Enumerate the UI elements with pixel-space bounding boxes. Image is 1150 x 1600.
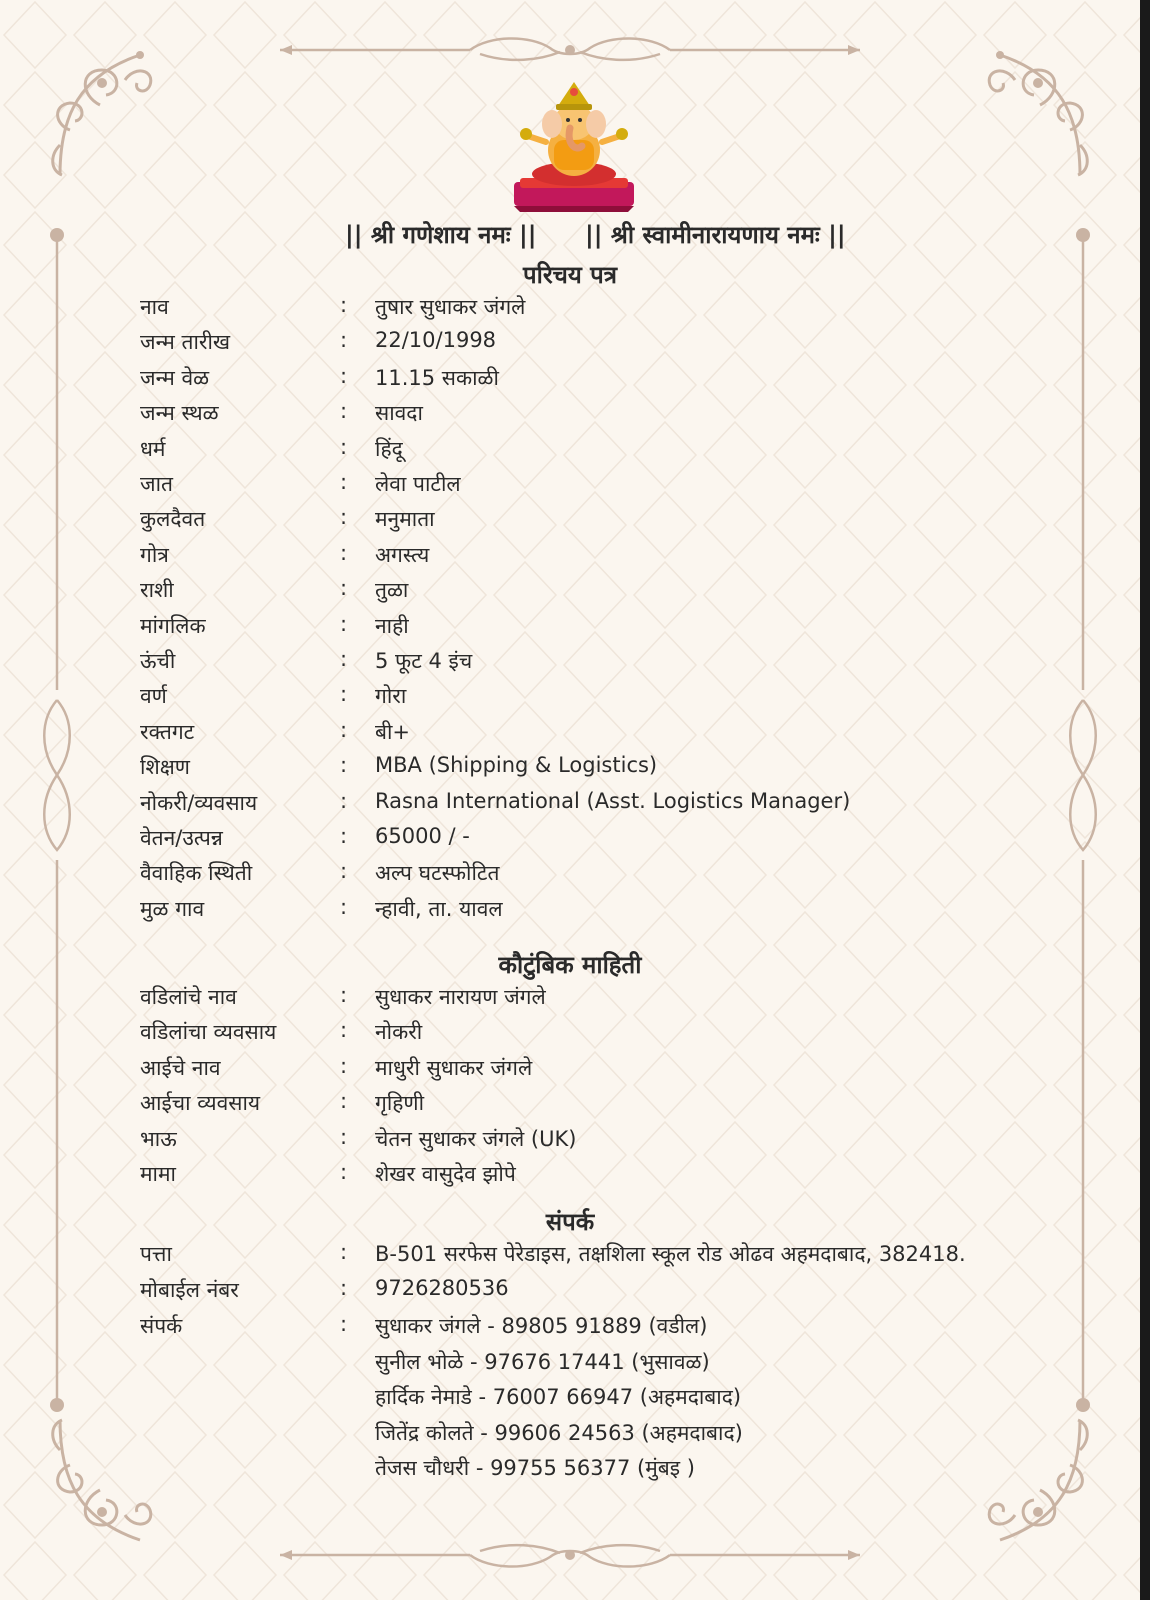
- corner-ornament-bottom-right: [980, 1410, 1100, 1560]
- detail-value: हिंदू: [375, 436, 403, 461]
- detail-label: मोबाईल नंबर: [140, 1278, 239, 1302]
- detail-value: सुधाकर जंगले - 89805 91889 (वडील): [375, 1314, 708, 1338]
- detail-label: शिक्षण: [140, 755, 190, 780]
- detail-label: वैवाहिक स्थिती: [140, 861, 253, 886]
- detail-label: आईचा व्यवसाय: [140, 1091, 261, 1116]
- detail-value: माधुरी सुधाकर जंगले: [375, 1055, 533, 1080]
- contact-line: हार्दिक नेमाडे - 76007 66947 (अहमदाबाद): [375, 1385, 742, 1410]
- detail-label: जन्म वेळ: [140, 365, 210, 390]
- detail-value: 65000 / -: [375, 824, 470, 848]
- corner-ornament-top-right: [980, 35, 1100, 185]
- detail-label: रक्तगट: [140, 719, 195, 744]
- detail-label: पत्ता: [140, 1242, 172, 1266]
- detail-value: गृहिणी: [375, 1091, 425, 1116]
- detail-separator: :: [340, 434, 348, 459]
- left-border-line: [40, 220, 80, 1420]
- detail-label: वेतन/उत्पन्न: [140, 826, 223, 850]
- detail-label: मांगलिक: [140, 613, 206, 638]
- detail-value: सुधाकर नारायण जंगले: [375, 985, 546, 1009]
- detail-value: 22/10/1998: [375, 328, 497, 353]
- detail-separator: :: [340, 788, 348, 813]
- contact-line: सुनील भोळे - 97676 17441 (भुसावळ): [375, 1350, 710, 1374]
- corner-ornament-bottom-left: [40, 1410, 160, 1560]
- detail-separator: :: [340, 1276, 348, 1300]
- detail-label: आईचे नाव: [140, 1055, 221, 1080]
- detail-separator: :: [340, 576, 348, 601]
- detail-separator: :: [340, 328, 348, 353]
- detail-separator: :: [340, 470, 348, 494]
- detail-value: बी+: [375, 719, 411, 744]
- detail-value: नोकरी: [375, 1020, 423, 1045]
- detail-separator: :: [340, 824, 348, 848]
- detail-separator: :: [340, 611, 348, 636]
- detail-label: मामा: [140, 1162, 176, 1186]
- detail-label: गोत्र: [140, 542, 169, 567]
- corner-ornament-top-left: [40, 35, 160, 185]
- detail-separator: :: [340, 1124, 348, 1149]
- detail-label: जन्म तारीख: [140, 330, 231, 355]
- detail-label: कुलदैवत: [140, 507, 206, 532]
- bottom-flourish: [280, 1535, 860, 1575]
- detail-separator: :: [340, 1089, 348, 1114]
- detail-separator: :: [340, 505, 348, 530]
- detail-label: मुळ गाव: [140, 896, 205, 921]
- detail-separator: :: [340, 753, 348, 778]
- detail-value: मनुमाता: [375, 507, 435, 532]
- detail-value: शेखर वासुदेव झोपे: [375, 1162, 516, 1186]
- contact-line: जितेंद्र कोलते - 99606 24563 (अहमदाबाद): [375, 1420, 743, 1445]
- detail-label: राशी: [140, 578, 174, 603]
- detail-label: जन्म स्थळ: [140, 401, 219, 426]
- detail-value: Rasna International (Asst. Logistics Manager): [375, 788, 851, 813]
- detail-separator: :: [340, 1240, 348, 1264]
- detail-label: भाऊ: [140, 1126, 177, 1151]
- detail-label: धर्म: [140, 436, 166, 461]
- detail-label: नोकरी/व्यवसाय: [140, 790, 258, 815]
- detail-value: गोरा: [375, 684, 407, 709]
- detail-value: 11.15 सकाळी: [375, 365, 499, 390]
- detail-separator: :: [340, 682, 348, 707]
- detail-value: न्हावी, ता. यावल: [375, 896, 503, 921]
- detail-separator: :: [340, 1018, 348, 1043]
- contact-line: तेजस चौधरी - 99755 56377 (मुंबइ ): [375, 1456, 695, 1481]
- top-flourish: [280, 30, 860, 70]
- detail-separator: :: [340, 859, 348, 884]
- detail-label: नाव: [140, 295, 169, 319]
- detail-value: अगस्त्य: [375, 542, 430, 567]
- detail-separator: :: [340, 1053, 348, 1078]
- mantra-swaminarayanaya: || श्री स्वामीनारायणाय नमः ||: [585, 221, 846, 249]
- detail-label: संपर्क: [140, 1314, 183, 1338]
- detail-separator: :: [340, 363, 348, 388]
- detail-separator: :: [340, 399, 348, 424]
- detail-value: 5 फूट 4 इंच: [375, 649, 473, 673]
- detail-label: ऊंची: [140, 649, 176, 673]
- detail-value: लेवा पाटील: [375, 472, 461, 496]
- detail-value: चेतन सुधाकर जंगले (UK): [375, 1126, 577, 1151]
- detail-separator: :: [340, 894, 348, 919]
- detail-separator: :: [340, 647, 348, 671]
- mantra-ganeshaya: || श्री गणेशाय नमः ||: [345, 221, 537, 249]
- detail-label: वडिलांचे नाव: [140, 985, 237, 1009]
- detail-value: B-501 सरफेस पेरेडाइस, तक्षशिला स्कूल रोड ओढव अहमदाबाद, 382418.: [375, 1242, 966, 1266]
- detail-label: वर्ण: [140, 684, 167, 709]
- detail-separator: :: [340, 717, 348, 742]
- detail-value: तुळा: [375, 578, 409, 603]
- detail-label: जात: [140, 472, 173, 496]
- detail-separator: :: [340, 540, 348, 565]
- detail-value: अल्प घटस्फोटित: [375, 861, 500, 886]
- detail-value: सावदा: [375, 401, 423, 426]
- detail-separator: :: [340, 293, 348, 317]
- detail-separator: :: [340, 1160, 348, 1184]
- page-title: परिचय पत्र: [522, 261, 618, 289]
- detail-value: तुषार सुधाकर जंगले: [375, 295, 526, 319]
- family-section-title: कौटुंबिक माहिती: [498, 951, 642, 979]
- detail-value: 9726280536: [375, 1276, 509, 1300]
- right-border-line: [1060, 220, 1100, 1420]
- detail-value: MBA (Shipping & Logistics): [375, 753, 658, 778]
- ganesha-image: [510, 78, 638, 214]
- detail-value: नाही: [375, 613, 409, 638]
- detail-label: वडिलांचा व्यवसाय: [140, 1020, 277, 1045]
- contact-section-title: संपर्क: [545, 1208, 595, 1236]
- detail-separator: :: [340, 983, 348, 1007]
- detail-separator: :: [340, 1312, 348, 1336]
